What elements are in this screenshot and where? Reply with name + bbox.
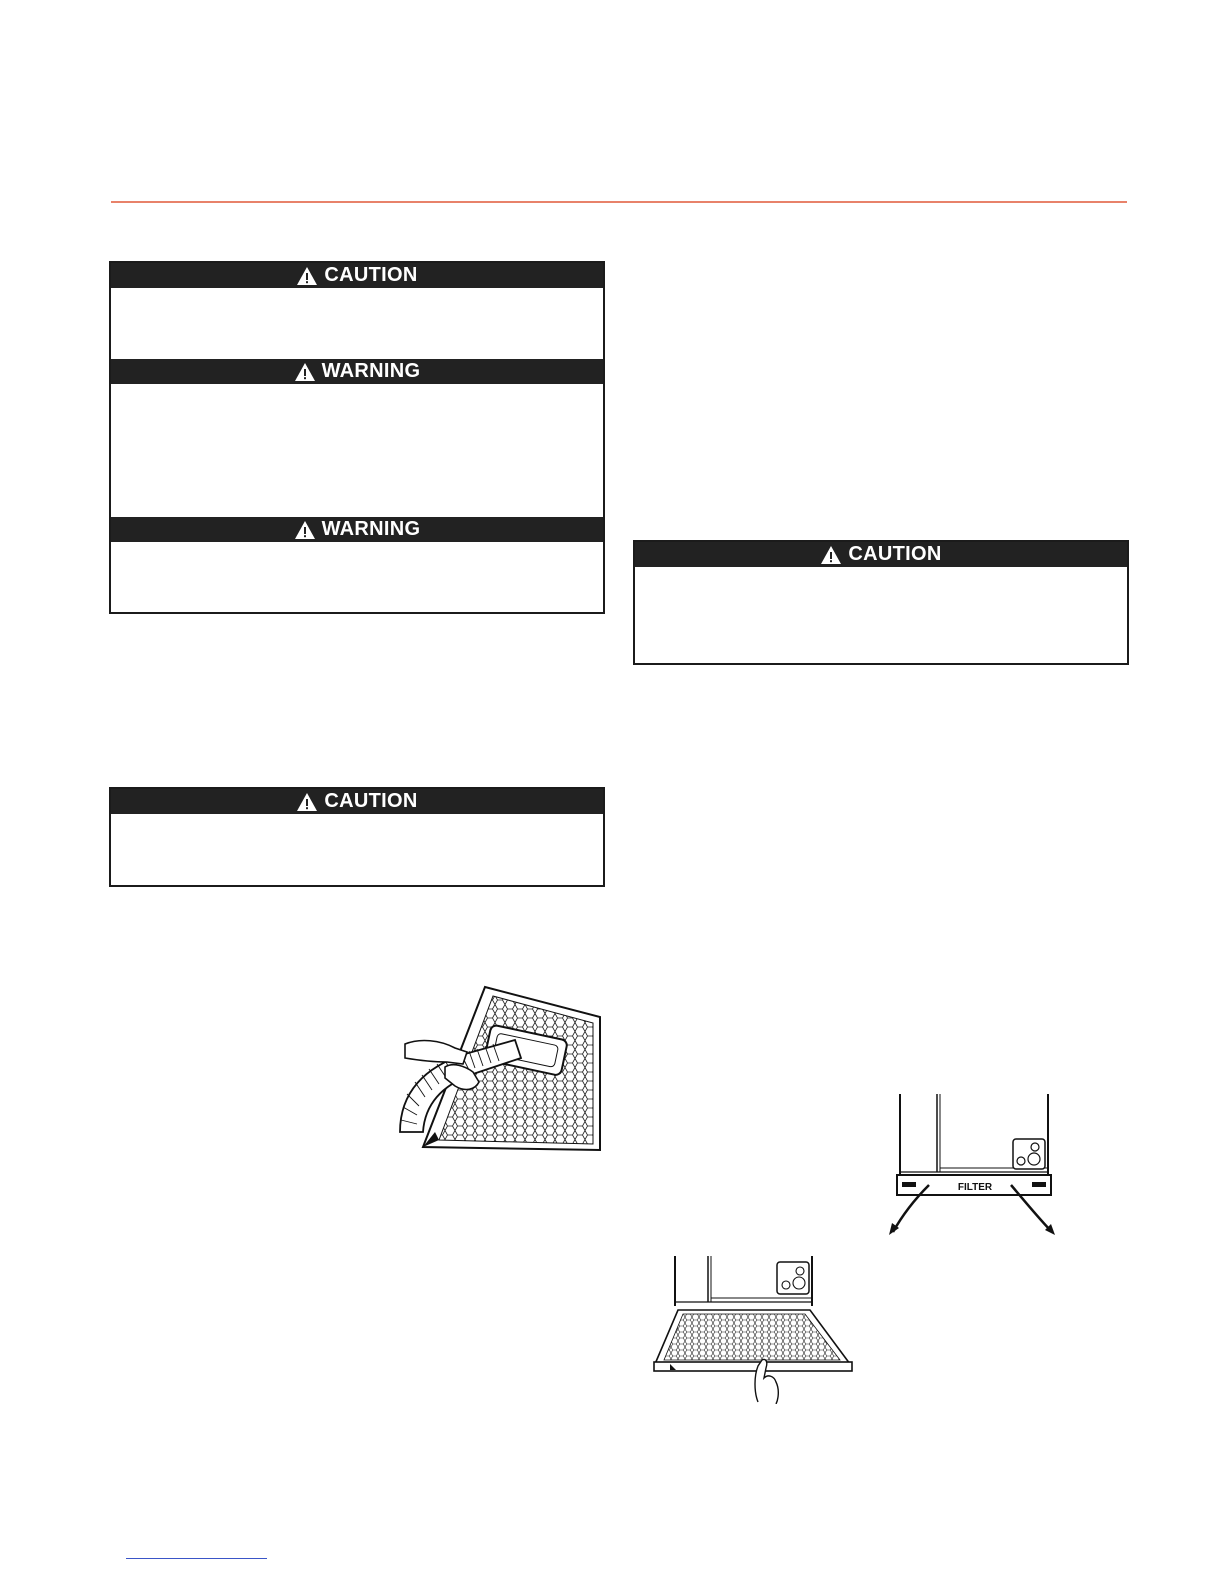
warning-triangle-icon (296, 792, 318, 812)
caution-label: CAUTION (848, 543, 942, 565)
warning-triangle-icon (820, 545, 842, 565)
header-rule (111, 201, 1127, 203)
warning-triangle-icon (296, 266, 318, 286)
caution-label: CAUTION (324, 790, 418, 812)
filter-drawer-illustration (650, 1254, 856, 1404)
caution-notice (109, 787, 605, 887)
warning-triangle-icon (294, 520, 316, 540)
caution-banner (635, 542, 1127, 567)
caution-notice (633, 540, 1129, 665)
safety-notice-group (109, 261, 605, 614)
warning-triangle-icon (294, 362, 316, 382)
warning-banner (111, 517, 603, 542)
filter-label: FILTER (957, 1182, 993, 1193)
caution-banner (111, 789, 603, 814)
caution-label: CAUTION (324, 264, 418, 286)
caution-banner (111, 263, 603, 288)
warning-label: WARNING (321, 518, 421, 540)
vacuum-filter-illustration (395, 982, 605, 1152)
warning-label: WARNING (321, 360, 421, 382)
filter-panel-illustration (885, 1094, 1060, 1236)
warning-banner (111, 359, 603, 384)
footer-link-underline (126, 1558, 267, 1559)
